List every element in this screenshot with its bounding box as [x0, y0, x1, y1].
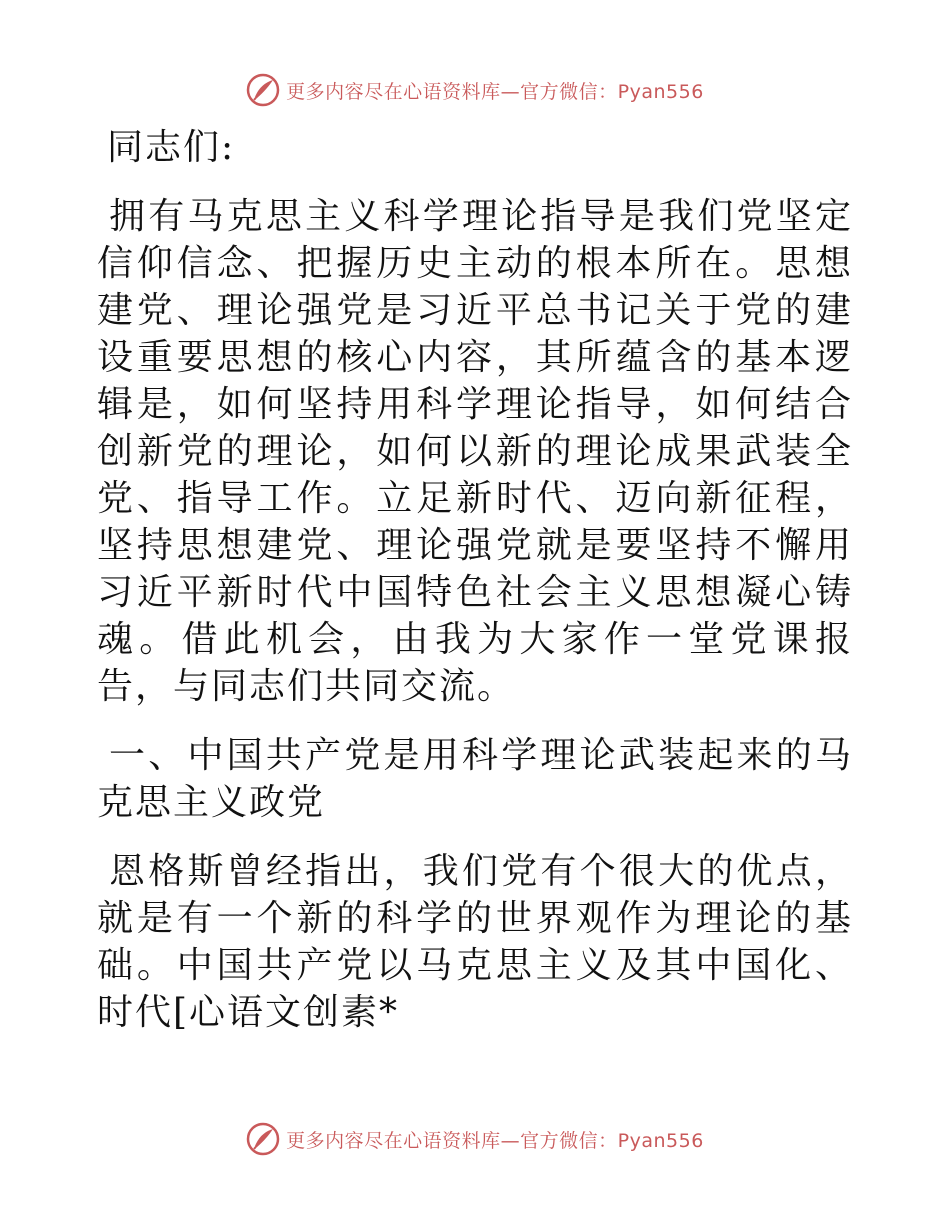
footer-watermark — [0, 1119, 950, 1159]
body-paragraph: 恩格斯曾经指出，我们党有个很大的优点，就是有一个新的科学的世界观作为理论的基础。中国共产党以马克思主义及其中国化、时代[心语文创素* — [97, 851, 853, 1033]
section-heading: 一、中国共产党是用科学理论武装起来的马克思主义政党 — [97, 735, 853, 823]
salutation: 同志们: — [107, 127, 236, 168]
header-watermark — [0, 70, 950, 110]
quill-logo-icon — [246, 1122, 280, 1156]
intro-paragraph: 拥有马克思主义科学理论指导是我们党坚定信仰信念、把握历史主动的根本所在。思想建党、理论强党是习近平总书记关于党的建设重要思想的核心内容，其所蕴含的基本逻辑是，如何坚持用科学理论指导，如何结合创新党的理论，如何以新的理论成果武装全党、指导工作。立足新时代、迈向新征程，坚持思想建党、理论强党就是要坚持不懈用习近平新时代中国特色社会主义思想凝心铸魂。借此机会，由我为大家作一堂党课报告，与同志们共同交流。 — [97, 196, 853, 707]
document-body — [97, 124, 853, 1058]
quill-logo-icon — [246, 73, 280, 107]
watermark-text: 更多内容尽在心语资料库—官方微信：Pyan556 — [286, 1129, 704, 1152]
watermark-text: 更多内容尽在心语资料库—官方微信：Pyan556 — [286, 80, 704, 103]
